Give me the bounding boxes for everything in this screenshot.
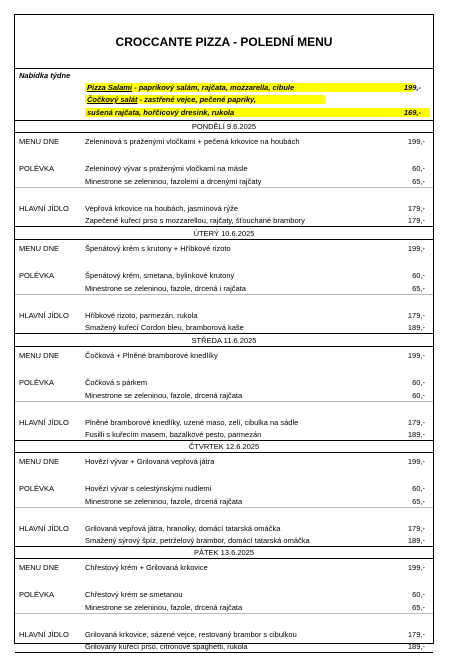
day-date: PONDĚLÍ 9.6.2025 — [191, 122, 257, 131]
divider — [15, 346, 433, 347]
soup-price: 60,- — [412, 378, 425, 387]
main-dish-price: 179,- — [407, 630, 425, 639]
soup-price: 60,- — [412, 391, 425, 400]
soup-price: 65,- — [412, 284, 425, 293]
menu-dne-item: Čočková + Plněné bramborové knedlíky — [85, 351, 218, 360]
soup-item: Minestrone se zeleninou, fazole, drcená rajčata — [85, 497, 243, 506]
weekly-item-1-desc: - paprikový salám, rajčata, mozzarella, cibule — [132, 83, 295, 92]
soup-item: Minestrone se zeleninou, fazole, drcená rajčata — [85, 391, 243, 400]
soup-item: Hovězí vývar s celestýnskými nudlemi — [85, 484, 212, 493]
main-dish-item: Fusilli s kuřecím masem, bazalkové pesto, parmezán — [85, 430, 262, 439]
menu-dne-price: 199,- — [407, 351, 425, 360]
weekly-item-1 — [87, 83, 294, 92]
menu-dne-label: MENU DNE — [19, 457, 60, 466]
divider — [15, 440, 433, 441]
row-rule — [15, 613, 433, 614]
weekly-header: Nabídka týdne — [19, 71, 71, 80]
main-dish-price: 189,- — [407, 642, 425, 651]
divider — [15, 132, 433, 133]
main-dish-item: Grilovaná krkovice, sázené vejce, restovaný brambor s cibulkou — [85, 630, 297, 639]
weekly-item-1-name: Pizza Salami — [87, 83, 133, 92]
menu-dne-label: MENU DNE — [19, 137, 60, 146]
soup-item: Zeleninový vývar s praženými vločkami na másle — [85, 164, 248, 173]
divider — [15, 546, 433, 547]
menu-dne-price: 199,- — [407, 457, 425, 466]
main-dish-item: Zapečené kuřecí prso s mozzarellou, rajčaty, šťouchané brambory — [85, 216, 305, 225]
soup-price: 60,- — [412, 590, 425, 599]
main-dish-price: 189,- — [407, 536, 425, 545]
menu-dne-item: Špenátový krém s krutony + Hříbkové rizoto — [85, 244, 231, 253]
menu-dne-item: Hovězí vývar + Grilovaná vepřová játra — [85, 457, 215, 466]
main-dish-price: 179,- — [407, 524, 425, 533]
divider — [15, 68, 433, 69]
soup-item: Minestrone se zeleninou, fazolemi a drcenými rajčaty — [85, 177, 262, 186]
soup-label: POLÉVKA — [19, 484, 55, 493]
main-dish-price: 179,- — [407, 216, 425, 225]
menu-frame — [14, 14, 434, 651]
soup-label: POLÉVKA — [19, 590, 55, 599]
main-dish-label: HLAVNÍ JÍDLO — [19, 311, 69, 320]
day-date: STŘEDA 11.6.2025 — [191, 336, 257, 345]
weekly-item-2-desc-cont: sušená rajčata, hořčicový dresink, rukola — [87, 108, 235, 117]
row-rule — [15, 294, 433, 295]
main-dish-price: 179,- — [407, 418, 425, 427]
soup-price: 60,- — [412, 164, 425, 173]
menu-dne-label: MENU DNE — [19, 563, 60, 572]
soup-item: Chřestový krém se smetanou — [85, 590, 183, 599]
divider — [15, 226, 433, 227]
weekly-item-2-name: Čočkový salát — [87, 95, 138, 104]
weekly-item-2 — [87, 95, 256, 104]
row-rule — [15, 507, 433, 508]
soup-item: Minestrone se zeleninou, fazole, drcená i rajčata — [85, 284, 246, 293]
soup-item: Špenátový krém, smetana, bylinkové krutony — [85, 271, 235, 280]
menu-dne-price: 199,- — [407, 563, 425, 572]
main-dish-price: 179,- — [407, 311, 425, 320]
weekly-item-2-price: 169,- — [403, 108, 421, 117]
main-dish-item: Grilovaná vepřová játra, hranolky, domácí tatarská omáčka — [85, 524, 281, 533]
soup-item: Minestrone se zeleninou, fazole, drcená rajčata — [85, 603, 243, 612]
main-dish-price: 179,- — [407, 204, 425, 213]
soup-price: 65,- — [412, 497, 425, 506]
soup-price: 65,- — [412, 177, 425, 186]
row-rule — [15, 187, 433, 188]
main-dish-price: 189,- — [407, 323, 425, 332]
menu-dne-item: Zeleninová s praženými vločkami + pečená krkovice na houbách — [85, 137, 300, 146]
menu-dne-price: 199,- — [407, 137, 425, 146]
day-date: ÚTERÝ 10.6.2025 — [193, 229, 255, 238]
main-dish-item: Grilovaný kuřecí prso, citrónové spaghetti, rukola — [85, 642, 248, 651]
soup-label: POLÉVKA — [19, 164, 55, 173]
divider — [15, 652, 433, 653]
soup-price: 60,- — [412, 271, 425, 280]
main-dish-item: Vepřová krkovice na houbách, jasmínová rýže — [85, 204, 238, 213]
main-dish-item: Plněné bramborové knedlíky, uzené maso, zelí, cibulka na sádle — [85, 418, 299, 427]
divider — [15, 239, 433, 240]
main-dish-item: Smažený sýrový špíz, petrželový brambor, domácí tatarská omáčka — [85, 536, 310, 545]
menu-dne-price: 199,- — [407, 244, 425, 253]
day-date: PÁTEK 13.6.2025 — [193, 548, 255, 557]
main-dish-item: Hříbkové rizoto, parmezán, rukola — [85, 311, 198, 320]
main-dish-label: HLAVNÍ JÍDLO — [19, 418, 69, 427]
divider — [15, 120, 433, 121]
soup-item: Čočková s párkem — [85, 378, 148, 387]
soup-price: 65,- — [412, 603, 425, 612]
main-dish-item: Smažený kuřecí Cordon bleu, bramborová kaše — [85, 323, 244, 332]
menu-dne-label: MENU DNE — [19, 244, 60, 253]
soup-label: POLÉVKA — [19, 378, 55, 387]
main-dish-label: HLAVNÍ JÍDLO — [19, 524, 69, 533]
menu-dne-label: MENU DNE — [19, 351, 60, 360]
soup-price: 60,- — [412, 484, 425, 493]
main-dish-price: 189,- — [407, 430, 425, 439]
menu-dne-item: Chřestový krém + Grilovaná krkovice — [85, 563, 208, 572]
menu-title: CROCCANTE PIZZA - POLEDNÍ MENU — [115, 35, 333, 49]
main-dish-label: HLAVNÍ JÍDLO — [19, 630, 69, 639]
main-dish-label: HLAVNÍ JÍDLO — [19, 204, 69, 213]
row-rule — [15, 401, 433, 402]
day-date: ČTVRTEK 12.6.2025 — [188, 442, 260, 451]
divider — [15, 333, 433, 334]
weekly-item-1-price: 199,- — [403, 83, 421, 92]
divider — [15, 558, 433, 559]
divider — [15, 452, 433, 453]
weekly-item-2-desc: - zastřené vejce, pečené papriky, — [137, 95, 256, 104]
soup-label: POLÉVKA — [19, 271, 55, 280]
